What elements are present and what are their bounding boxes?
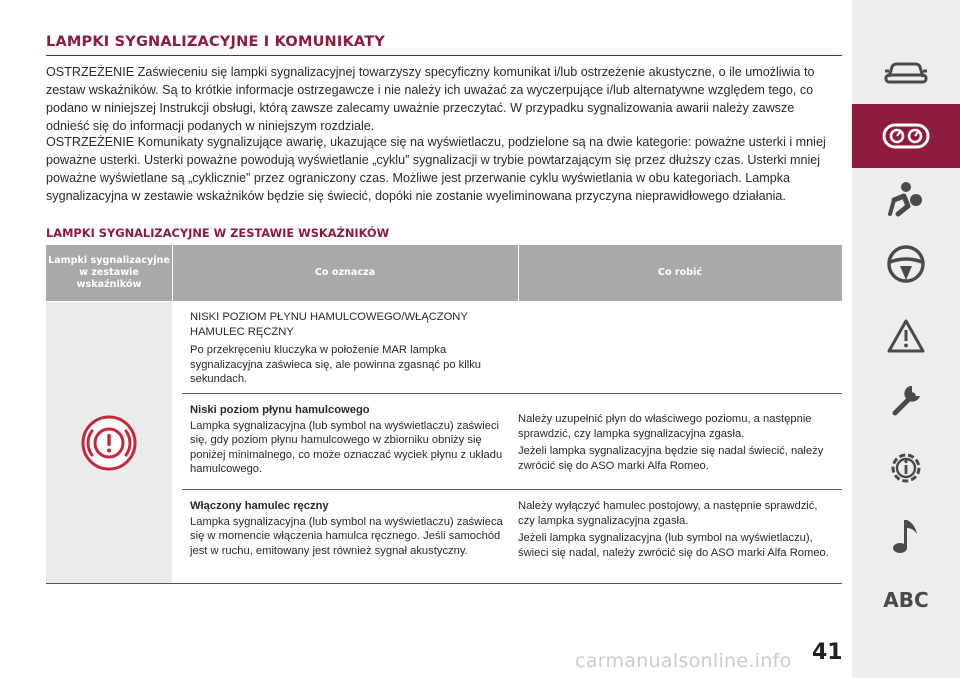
sidebar-item-index[interactable] xyxy=(852,568,960,632)
row-action-cell xyxy=(518,412,836,476)
header-lights: Lampki sygnalizacyjne w zestawie wskaźników xyxy=(48,255,170,290)
header-meaning: Co oznacza xyxy=(314,267,376,278)
row-action: Jeżeli lampka sygnalizacyjna będzie się nadal świecić, należy zwrócić się do ASO marki Alfa Romeo. xyxy=(518,445,824,472)
steering-wheel-icon xyxy=(886,244,926,284)
icon-cell xyxy=(46,302,172,584)
title-divider xyxy=(46,55,842,56)
header-action: Co robić xyxy=(657,267,703,278)
row-meaning: Lampka sygnalizacyjna (lub symbol na wyświetlaczu) zaświeca się w momencie włączenia hamulca ręcznego. Jeśli samochód jest w ruchu, emitowany jest również sygnał akustyczny. xyxy=(190,515,503,557)
dashboard-gauges-icon xyxy=(882,121,930,151)
intro-text: Po przekręceniu kluczyka w położenie MAR lampka sygnalizacyjna zaświeca się, ale powinna zgasnąć po kilku sekundach. xyxy=(190,344,482,385)
warning-triangle-icon xyxy=(886,318,926,354)
sidebar-item-dashboard[interactable] xyxy=(852,104,960,168)
technical-data-gear-icon xyxy=(886,448,926,488)
airbag-passenger-icon xyxy=(886,180,926,220)
row-heading: Niski poziom płynu hamulcowego xyxy=(190,404,370,416)
table-bottom-rule xyxy=(46,583,842,584)
section-subtitle: LAMPKI SYGNALIZACYJNE W ZESTAWIE WSKAŹNIKÓW xyxy=(46,226,390,240)
sidebar-item-safety[interactable] xyxy=(852,168,960,232)
row-action: Należy wyłączyć hamulec postojowy, a następnie sprawdzić, czy lampka sygnalizacyjna zgasła. xyxy=(518,500,818,527)
wrench-icon xyxy=(886,380,926,420)
table-row xyxy=(190,403,505,480)
row-meaning: Lampka sygnalizacyjna (lub symbol na wyświetlaczu) zaświeci się, gdy poziom płynu hamulcowego w zbiorniku obniży się poniżej minimalnego, co może oznaczać wyciek płynu z układu hamulcowego. xyxy=(190,419,503,475)
chapter-sidebar xyxy=(852,0,960,678)
table-header xyxy=(46,245,842,301)
brake-warning-icon xyxy=(81,415,137,471)
abc-index-icon: ABC xyxy=(883,588,929,612)
sidebar-item-maintenance[interactable] xyxy=(852,368,960,432)
row-separator xyxy=(182,489,842,490)
intro-title: NISKI POZIOM PŁYNU HAMULCOWEGO/WŁĄCZONY HAMULEC RĘCZNY xyxy=(190,311,468,338)
sidebar-item-vehicle[interactable] xyxy=(852,40,960,104)
page-number: 41 xyxy=(812,640,843,665)
row-action-cell xyxy=(518,499,836,563)
warning-paragraph-1: OSTRZEŻENIE Zaświeceniu się lampki sygnalizacyjnej towarzyszy specyficzny komunikat i/lub ostrzeżenie akustyczne, o ile umożliwia to zestaw wskaźników. Są to krótkie informacje ostrzegawcze i nie należy ich uważać za wyczerpujące i/lub alternatywne względem tego, co podano w niniejszej Instrukcji obsługi, którą zawsze zalecamy uważnie przeczytać. W przypadku sygnalizowania awarii należy zawsze odnieść się do informacji podanych w niniejszym rozdziale. xyxy=(46,65,815,133)
car-icon xyxy=(883,57,929,87)
sidebar-item-multimedia[interactable] xyxy=(852,504,960,568)
warning-paragraph-2: OSTRZEŻENIE Komunikaty sygnalizujące awarię, ukazujące się na wyświetlaczu, podzielone są na dwie kategorie: poważne usterki i mniej poważne usterki. Usterki poważne powodują wyświetlanie „cyklu” sygnalizacji w trybie powtarzającym się przez dłuższy czas. Usterki mniej poważne wyświetlane są „cyklicznie” przez ograniczony czas. Możliwe jest przerwanie cyklu wyświetlania w obu kategoriach. Lampka sygnalizacyjna w zestawie wskaźników będzie się świecić, dopóki nie zostanie wyeliminowana przyczyna nieprawidłowego działania. xyxy=(46,135,826,203)
row-action: Jeżeli lampka sygnalizacyjna (lub symbol na wyświetlaczu), świeci się nadal, należy zwrócić się do ASO marki Alfa Romeo. xyxy=(518,532,829,559)
row-separator xyxy=(182,393,842,394)
watermark: carmanualsonline.info xyxy=(575,650,792,672)
sidebar-item-technical-data[interactable] xyxy=(852,436,960,500)
row-action: Należy uzupełnić płyn do właściwego poziomu, a następnie sprawdzić, czy lampka sygnalizacyjna zgasła. xyxy=(518,413,812,440)
music-note-icon xyxy=(889,516,923,556)
sidebar-item-driving[interactable] xyxy=(852,232,960,296)
page-title: LAMPKI SYGNALIZACYJNE I KOMUNIKATY xyxy=(46,34,386,50)
warning-lights-table xyxy=(46,245,842,584)
row-heading: Włączony hamulec ręczny xyxy=(190,500,329,512)
intro-cell xyxy=(190,310,510,390)
sidebar-item-emergency[interactable] xyxy=(852,304,960,368)
table-row xyxy=(190,499,505,561)
